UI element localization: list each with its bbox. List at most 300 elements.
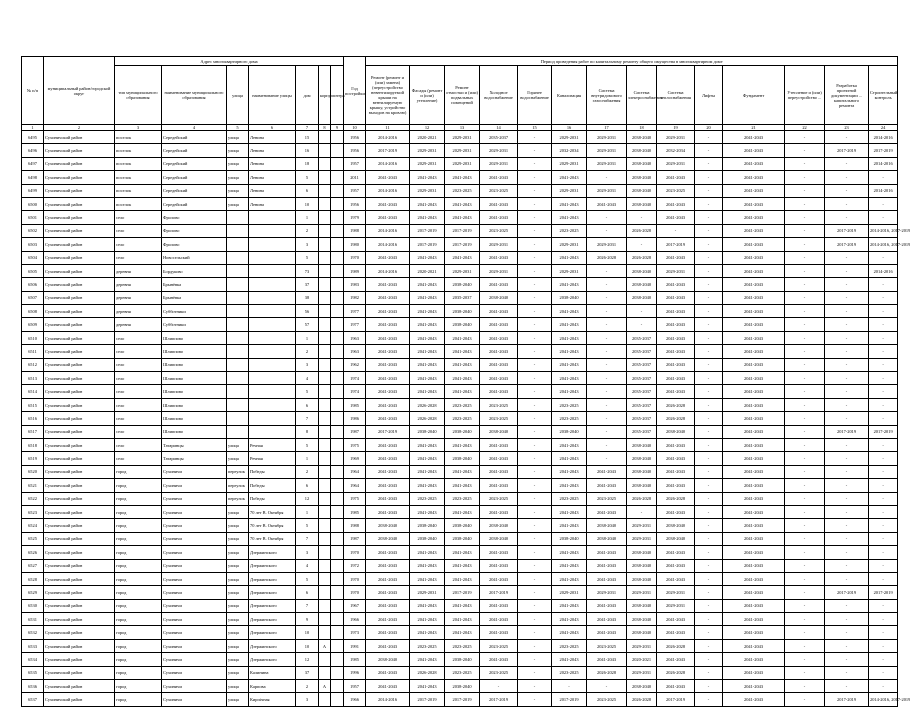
table-cell: 2038-2040: [445, 305, 480, 318]
table-cell: Сухиничи: [162, 653, 227, 666]
table-cell: -: [785, 372, 825, 385]
table-cell: 2041-2043: [480, 372, 518, 385]
table-cell: 2041-2043: [723, 345, 785, 358]
table-cell: Татаринцы: [162, 438, 227, 451]
table-row: [22, 599, 898, 612]
table-cell: 10: [296, 626, 319, 639]
table-cell: поселок: [115, 144, 162, 157]
table-cell: -: [587, 305, 627, 318]
table-cell: [319, 278, 331, 291]
table-cell: -: [825, 653, 869, 666]
table-cell: -: [785, 465, 825, 478]
table-cell: Брынёвка: [162, 291, 227, 304]
table-cell: село: [115, 358, 162, 371]
address-group-header: Адрес многоквартирного дома: [115, 57, 344, 66]
table-cell: 2029-2031: [410, 586, 445, 599]
table-cell: [331, 465, 344, 478]
table-row: [22, 211, 898, 224]
table-cell: 2017-2019: [552, 693, 587, 706]
table-cell: -: [785, 559, 825, 572]
capital-repair-table: [21, 56, 910, 707]
table-cell: -: [785, 358, 825, 371]
table-cell: 2041-2043: [552, 197, 587, 210]
table-cell: Брынёвка: [162, 278, 227, 291]
table-cell: село: [115, 224, 162, 237]
table-cell: 2038-2040: [445, 519, 480, 532]
table-cell: поселок: [115, 197, 162, 210]
column-header: № п/п: [22, 57, 44, 125]
table-cell: поселок: [115, 184, 162, 197]
table-cell: 37: [296, 278, 319, 291]
table-cell: 2023-2025: [410, 492, 445, 505]
table-cell: 2041-2043: [410, 653, 445, 666]
table-cell: 2: [296, 345, 319, 358]
table-cell: [319, 224, 331, 237]
table-cell: [227, 425, 249, 438]
table-row: [22, 519, 898, 532]
table-cell: 6: [296, 586, 319, 599]
table-cell: 2029-2031: [552, 586, 587, 599]
header-group-row: [22, 57, 898, 66]
table-row: [22, 559, 898, 572]
table-cell: 2041-2043: [366, 613, 410, 626]
table-cell: Бордуково: [162, 264, 227, 277]
table-cell: 2017-2019: [410, 224, 445, 237]
column-number: 8: [319, 125, 331, 131]
table-cell: Сухиничский район: [44, 572, 115, 585]
table-cell: -: [785, 492, 825, 505]
column-header: Система теплоснабжения: [657, 66, 695, 125]
table-cell: -: [518, 412, 552, 425]
table-cell: -: [785, 144, 825, 157]
table-cell: 6515: [22, 398, 44, 411]
table-cell: улица: [227, 157, 249, 170]
table-cell: 6500: [22, 197, 44, 210]
table-cell: -: [518, 238, 552, 251]
table-cell: 2041-2043: [723, 385, 785, 398]
column-header: улица: [227, 66, 249, 125]
table-cell: 1967: [344, 599, 366, 612]
period-group-header: Период проведения работ по капитальному ремонту общего имущества в многоквартирном доме: [366, 57, 898, 66]
table-cell: 2017-2019: [825, 425, 869, 438]
table-cell: 1970: [344, 251, 366, 264]
table-cell: [331, 452, 344, 465]
table-cell: 2041-2043: [410, 626, 445, 639]
table-cell: 70 лет В. Октября: [249, 519, 296, 532]
table-cell: переулок: [227, 492, 249, 505]
table-cell: улица: [227, 505, 249, 518]
table-cell: -: [587, 278, 627, 291]
table-cell: 2041-2043: [723, 264, 785, 277]
table-cell: 2014-2016, 2017-2019: [869, 238, 898, 251]
table-cell: [331, 519, 344, 532]
table-row: [22, 238, 898, 251]
table-cell: Сухиничский район: [44, 157, 115, 170]
table-cell: 2041-2043: [723, 559, 785, 572]
table-cell: 2038-2040: [445, 653, 480, 666]
column-header: Система внутридомового газоснабжения: [587, 66, 627, 125]
column-header: наименование муниципального образования: [162, 66, 227, 125]
table-row: [22, 479, 898, 492]
table-cell: 2041-2043: [552, 572, 587, 585]
table-cell: -: [695, 264, 723, 277]
table-cell: 2038-2040: [366, 653, 410, 666]
table-cell: 2038-2040: [627, 171, 657, 184]
table-cell: -: [518, 345, 552, 358]
table-cell: переулок: [227, 465, 249, 478]
table-cell: 2041-2043: [480, 626, 518, 639]
table-cell: 2041-2043: [366, 251, 410, 264]
table-cell: [331, 532, 344, 545]
table-row: [22, 372, 898, 385]
table-cell: 2023-2025: [480, 492, 518, 505]
table-cell: город: [115, 586, 162, 599]
table-cell: -: [627, 505, 657, 518]
table-cell: 2041-2043: [657, 452, 695, 465]
table-cell: город: [115, 479, 162, 492]
table-cell: -: [518, 519, 552, 532]
table-cell: 2041-2043: [723, 144, 785, 157]
table-cell: 2038-2040: [552, 425, 587, 438]
table-cell: 2041-2043: [552, 599, 587, 612]
table-cell: 15: [296, 131, 319, 144]
table-cell: -: [518, 184, 552, 197]
table-cell: 2017-2019: [825, 238, 869, 251]
table-cell: 2041-2043: [723, 438, 785, 451]
table-cell: Сухиничский район: [44, 305, 115, 318]
table-cell: 2029-2031: [480, 144, 518, 157]
table-cell: [249, 291, 296, 304]
table-cell: 6521: [22, 479, 44, 492]
table-cell: [319, 305, 331, 318]
table-cell: 5: [296, 572, 319, 585]
table-cell: 2041-2043: [366, 197, 410, 210]
table-cell: 2041-2043: [723, 197, 785, 210]
table-cell: -: [518, 318, 552, 331]
column-number: 11: [366, 125, 410, 131]
table-cell: [319, 519, 331, 532]
table-cell: -: [695, 157, 723, 170]
table-cell: [227, 264, 249, 277]
table-cell: 2041-2043: [657, 572, 695, 585]
table-cell: 2041-2043: [552, 358, 587, 371]
table-cell: Сухиничи: [162, 599, 227, 612]
table-cell: 1985: [344, 653, 366, 666]
table-cell: 2041-2043: [480, 546, 518, 559]
table-cell: 2041-2043: [723, 546, 785, 559]
table-cell: 2038-2040: [627, 291, 657, 304]
table-cell: город: [115, 532, 162, 545]
table-cell: [227, 358, 249, 371]
table-cell: 2017-2019: [480, 693, 518, 706]
table-cell: [319, 586, 331, 599]
table-cell: -: [825, 465, 869, 478]
table-cell: -: [825, 318, 869, 331]
table-cell: город: [115, 505, 162, 518]
table-cell: [319, 197, 331, 210]
table-cell: улица: [227, 131, 249, 144]
table-cell: -: [695, 559, 723, 572]
table-cell: -: [869, 572, 898, 585]
table-cell: -: [695, 412, 723, 425]
column-header: Канализация: [552, 66, 587, 125]
table-cell: 2017-2019: [825, 693, 869, 706]
table-cell: [331, 546, 344, 559]
table-cell: 2035-2037: [627, 345, 657, 358]
table-cell: Сухиничи: [162, 532, 227, 545]
table-cell: -: [695, 305, 723, 318]
table-cell: 2041-2043: [480, 465, 518, 478]
table-cell: 2023-2025: [552, 224, 587, 237]
table-cell: -: [627, 211, 657, 224]
table-cell: [319, 251, 331, 264]
table-cell: 2035-2037: [627, 372, 657, 385]
table-cell: 2029-2031: [410, 157, 445, 170]
table-cell: -: [785, 157, 825, 170]
table-cell: -: [518, 372, 552, 385]
column-number: 24: [869, 125, 898, 131]
table-cell: 6503: [22, 238, 44, 251]
table-row: [22, 492, 898, 505]
table-cell: Середейский: [162, 184, 227, 197]
table-row: [22, 666, 898, 679]
table-cell: село: [115, 211, 162, 224]
table-cell: 3: [296, 358, 319, 371]
table-cell: 2041-2043: [366, 318, 410, 331]
table-cell: Дзержинского: [249, 653, 296, 666]
table-cell: [319, 626, 331, 639]
table-cell: 1963: [344, 345, 366, 358]
table-cell: 2026-2028: [657, 398, 695, 411]
table-cell: 2041-2043: [445, 358, 480, 371]
table-cell: 1988: [344, 224, 366, 237]
table-cell: 1974: [344, 385, 366, 398]
table-cell: 6497: [22, 157, 44, 170]
column-header: Холодное водоснабжение: [480, 66, 518, 125]
table-cell: -: [825, 412, 869, 425]
table-cell: 2041-2043: [657, 197, 695, 210]
table-cell: 2: [296, 465, 319, 478]
table-cell: улица: [227, 680, 249, 693]
table-cell: город: [115, 572, 162, 585]
table-cell: 2041-2043: [723, 666, 785, 679]
column-number: 16: [552, 125, 587, 131]
table-cell: 2041-2043: [657, 626, 695, 639]
table-cell: Сухиничский район: [44, 532, 115, 545]
table-cell: 2035-2037: [627, 412, 657, 425]
table-cell: -: [785, 211, 825, 224]
table-cell: Дзержинского: [249, 546, 296, 559]
table-cell: улица: [227, 438, 249, 451]
table-cell: 2038-2040: [445, 318, 480, 331]
table-cell: 2041-2043: [366, 211, 410, 224]
table-cell: 2029-2031: [552, 184, 587, 197]
table-cell: 2041-2043: [366, 372, 410, 385]
table-cell: 6528: [22, 572, 44, 585]
table-row: [22, 532, 898, 545]
table-cell: -: [785, 412, 825, 425]
table-cell: 2014-2016: [366, 693, 410, 706]
table-cell: 2041-2043: [366, 465, 410, 478]
table-cell: Дзержинского: [249, 626, 296, 639]
table-cell: 56: [296, 305, 319, 318]
table-cell: -: [695, 666, 723, 679]
table-cell: Сухиничский район: [44, 680, 115, 693]
table-cell: -: [869, 385, 898, 398]
table-cell: -: [518, 331, 552, 344]
table-cell: -: [869, 492, 898, 505]
table-cell: -: [587, 318, 627, 331]
table-cell: [331, 680, 344, 693]
table-cell: 2041-2043: [552, 559, 587, 572]
table-cell: Сухиничский район: [44, 586, 115, 599]
table-cell: Сухиничи: [162, 693, 227, 706]
table-cell: Победы: [249, 492, 296, 505]
table-cell: -: [869, 438, 898, 451]
table-cell: 5: [296, 171, 319, 184]
table-cell: -: [785, 318, 825, 331]
table-cell: 2041-2043: [445, 438, 480, 451]
table-cell: 6: [296, 184, 319, 197]
table-cell: 6536: [22, 680, 44, 693]
table-cell: улица: [227, 184, 249, 197]
table-cell: город: [115, 492, 162, 505]
table-cell: -: [518, 479, 552, 492]
column-header: Утепление и (или) переустройство ...: [785, 66, 825, 125]
table-cell: 2041-2043: [480, 438, 518, 451]
table-cell: -: [518, 613, 552, 626]
table-cell: 1957: [344, 184, 366, 197]
table-cell: -: [518, 653, 552, 666]
header-columns-row: [22, 66, 898, 125]
table-cell: [319, 385, 331, 398]
table-cell: 2041-2043: [723, 305, 785, 318]
table-cell: 2041-2043: [552, 546, 587, 559]
table-cell: 2041-2043: [445, 197, 480, 210]
table-cell: -: [587, 412, 627, 425]
table-cell: 2041-2043: [366, 505, 410, 518]
table-cell: -: [869, 626, 898, 639]
table-cell: 1970: [344, 586, 366, 599]
table-cell: -: [695, 653, 723, 666]
table-cell: -: [869, 331, 898, 344]
column-header: Горячее водоснабжение: [518, 66, 552, 125]
table-cell: 2041-2043: [445, 465, 480, 478]
table-cell: 2041-2043: [366, 171, 410, 184]
table-cell: 2029-2031: [445, 157, 480, 170]
table-cell: -: [825, 492, 869, 505]
table-cell: 1996: [344, 666, 366, 679]
table-row: [22, 465, 898, 478]
table-cell: -: [518, 559, 552, 572]
table-cell: -: [785, 171, 825, 184]
table-cell: 2023-2025: [587, 693, 627, 706]
table-cell: [319, 559, 331, 572]
table-cell: 2041-2043: [410, 452, 445, 465]
table-cell: 2017-2019: [445, 586, 480, 599]
table-cell: 2029-2031: [627, 639, 657, 652]
table-cell: 2029-2031: [627, 586, 657, 599]
table-cell: -: [825, 264, 869, 277]
table-cell: 2029-2031: [410, 144, 445, 157]
table-cell: 2041-2043: [410, 385, 445, 398]
table-cell: -: [587, 345, 627, 358]
table-cell: -: [627, 305, 657, 318]
table-cell: [319, 171, 331, 184]
table-cell: -: [825, 398, 869, 411]
table-cell: 6534: [22, 653, 44, 666]
table-cell: 2029-2031: [480, 157, 518, 170]
table-cell: [331, 131, 344, 144]
table-cell: [319, 613, 331, 626]
table-cell: -: [695, 398, 723, 411]
table-cell: Сухиничи: [162, 572, 227, 585]
table-cell: Сухиничский район: [44, 479, 115, 492]
table-cell: -: [785, 653, 825, 666]
table-cell: -: [518, 599, 552, 612]
table-cell: -: [480, 680, 518, 693]
table-cell: 2041-2043: [552, 305, 587, 318]
table-cell: 1963: [344, 331, 366, 344]
table-cell: 2038-2040: [366, 519, 410, 532]
table-cell: -: [869, 345, 898, 358]
table-cell: 2038-2040: [445, 278, 480, 291]
table-cell: -: [518, 586, 552, 599]
table-cell: 3: [296, 546, 319, 559]
table-cell: [319, 666, 331, 679]
table-cell: 2023-2025: [587, 492, 627, 505]
table-cell: 2041-2043: [587, 599, 627, 612]
table-cell: [331, 305, 344, 318]
table-cell: -: [825, 278, 869, 291]
table-cell: [319, 505, 331, 518]
table-cell: [227, 278, 249, 291]
table-cell: 1964: [344, 465, 366, 478]
table-cell: улица: [227, 572, 249, 585]
table-cell: 2038-2040: [480, 519, 518, 532]
table-cell: [331, 639, 344, 652]
table-cell: -: [825, 305, 869, 318]
table-row: [22, 358, 898, 371]
table-cell: 2041-2043: [410, 197, 445, 210]
table-cell: 6517: [22, 425, 44, 438]
table-cell: 2041-2043: [410, 331, 445, 344]
table-cell: 1970: [344, 572, 366, 585]
table-cell: [227, 398, 249, 411]
table-cell: -: [825, 211, 869, 224]
table-cell: -: [869, 559, 898, 572]
table-cell: -: [825, 613, 869, 626]
table-cell: [331, 572, 344, 585]
table-cell: -: [785, 613, 825, 626]
table-cell: [227, 291, 249, 304]
table-cell: -: [825, 372, 869, 385]
table-cell: 2041-2043: [657, 211, 695, 224]
table-cell: Сухиничский район: [44, 131, 115, 144]
table-cell: Сухиничский район: [44, 613, 115, 626]
table-cell: 2041-2043: [587, 505, 627, 518]
table-cell: 2038-2040: [627, 559, 657, 572]
table-cell: 2041-2043: [366, 599, 410, 612]
table-cell: 1986: [344, 412, 366, 425]
table-cell: 2014-2016: [869, 184, 898, 197]
table-cell: -: [825, 452, 869, 465]
table-cell: 2041-2043: [366, 452, 410, 465]
table-cell: -: [695, 626, 723, 639]
table-cell: 2041-2043: [723, 505, 785, 518]
table-cell: 2038-2040: [445, 680, 480, 693]
table-cell: Сухиничский район: [44, 238, 115, 251]
